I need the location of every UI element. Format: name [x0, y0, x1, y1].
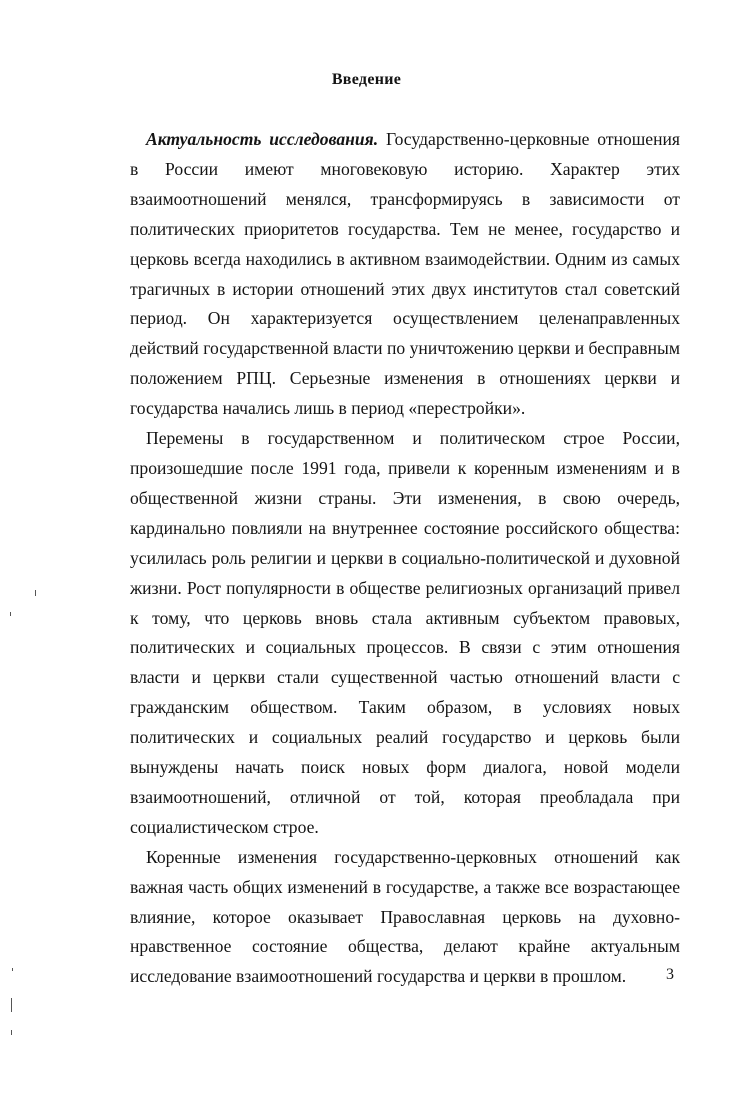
- paragraph-lead: Актуальность исследования.: [146, 129, 379, 149]
- paragraph-relevance: [130, 125, 680, 424]
- page-number: 3: [666, 966, 674, 983]
- scan-speck: [11, 998, 12, 1012]
- scan-speck: [35, 590, 36, 596]
- paragraph-text: Перемены в государственном и политическом строе России, произошедшие после 1991 года, привели к коренным изменениям и в общественной жизни страны. Эти изменения, в свою очередь, кардинально повлияли на внутреннее состояние российского общества: усилилась роль религии и церкви в социально-политической и духовной жизни. Рост популярности в обществе религиозных организаций привел к тому, что церковь вновь стала активным субъектом правовых, политических и социальных процессов. В связи с этим отношения власти и церкви стали существенной частью отношений власти с гражданским обществом. Таким образом, в условиях новых политических и социальных реалий государство и церковь были вынуждены начать поиск новых форм диалога, новой модели взаимоотношений, отличной от той, которая преобладала при социалистическом строе.: [130, 428, 680, 837]
- scan-speck: [11, 1030, 12, 1035]
- document-body: [130, 125, 680, 992]
- paragraph-text: Коренные изменения государственно-церковных отношений как важная часть общих изменений в государстве, а также все возрастающее влияние, которое оказывает Православная церковь на духовно-нравственное состояние общества, делают крайне актуальным исследование взаимоотношений государства и церкви в прошлом.: [130, 846, 680, 987]
- paragraph-changes: [130, 424, 680, 843]
- scan-speck: [12, 968, 13, 971]
- paragraph-conclusion: [130, 843, 680, 993]
- scan-speck: [10, 612, 11, 616]
- paragraph-text: Государственно-церковные отношения в России имеют многовековую историю. Характер этих взаимоотношений менялся, трансформируясь в зависимости от политических приоритетов государства. Тем не менее, государство и церковь всегда находились в активном взаимодействии. Одним из самых трагичных в истории отношений этих двух институтов стал советский период. Он характеризуется осуществлением целенаправленных действий государственной власти по уничтожению церкви и бесправным положением РПЦ. Серьезные изменения в отношениях церкви и государства начались лишь в период «перестройки».: [130, 129, 681, 419]
- page-heading: Введение: [331, 71, 402, 88]
